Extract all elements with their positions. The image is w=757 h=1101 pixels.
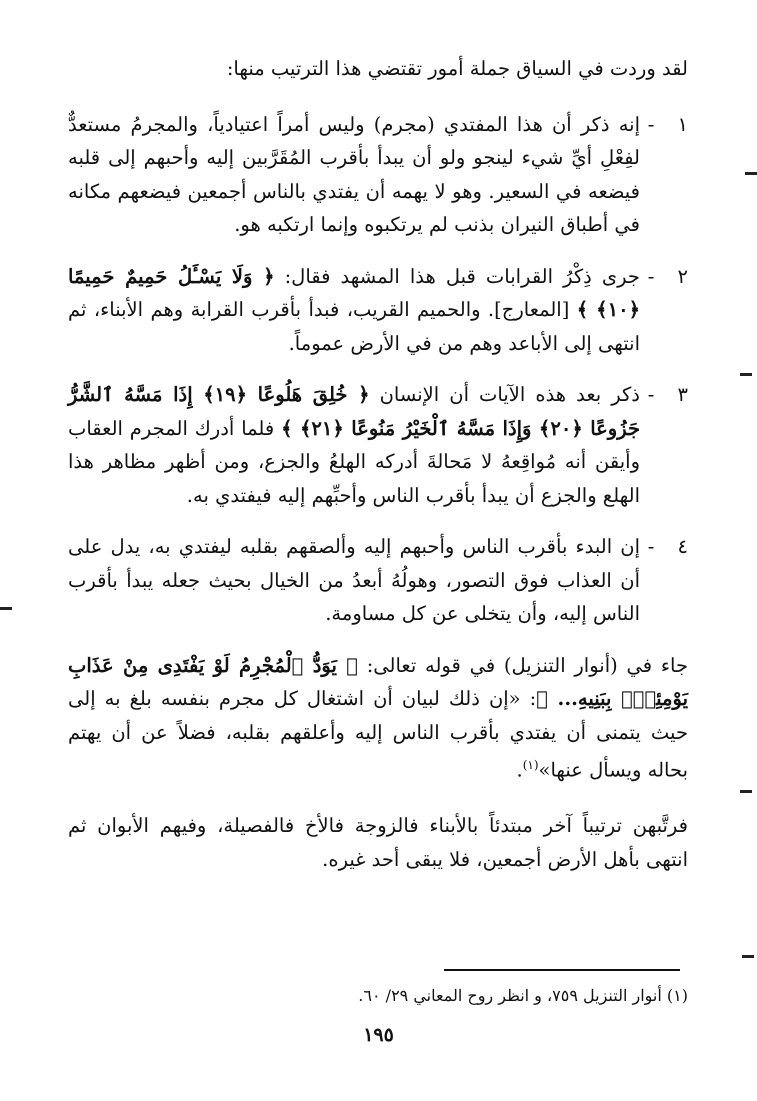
item-text: إن البدء بأقرب الناس وأحبهم إليه وألصقهم بقلبه ليفتدي به، يدل على أن العذاب فوق التصور، وهولُهُ أبعدُ من الخيال بحيث جعله يبدأ بأقرب الناس إليه، وأن يتخلى عن كل مساومة. bbox=[68, 535, 640, 625]
item-text-after: [المعارج]. والحميم القريب، فبدأ بأقرب القرابة وهم الأبناء، ثم انتهى إلى الأباعد وهم من في الأرض عموماً. bbox=[68, 298, 640, 355]
item-text bbox=[68, 378, 640, 512]
quote-paragraph bbox=[68, 649, 688, 788]
quote-end: . bbox=[516, 758, 523, 782]
margin-mark bbox=[742, 955, 754, 958]
footnote-reference: (١) bbox=[522, 758, 539, 772]
item-dash: - bbox=[647, 535, 655, 558]
item-number: ١ bbox=[677, 112, 688, 136]
margin-mark bbox=[0, 607, 12, 610]
list-item bbox=[68, 530, 688, 631]
footnote: (١) أنوار التنزيل ٧٥٩، و انظر روح المعاني ٢٩/ ٦٠. bbox=[358, 986, 688, 1005]
margin-mark bbox=[740, 790, 752, 793]
quran-verse: ﴿ يَوَدُّ ٱلْمُجْرِمُ لَوْ يَفْتَدِى مِنْ عَذَابِ يَوْمِئِذٍۭ بِبَنِيهِ... ﴾ bbox=[68, 653, 689, 710]
margin-mark bbox=[745, 172, 757, 175]
footnote-divider bbox=[444, 969, 680, 971]
main-text bbox=[68, 52, 688, 898]
quote-before: جاء في (أنوار التنزيل) في قوله تعالى: bbox=[357, 653, 688, 677]
intro-line: لقد وردت في السياق جملة أمور تقتضي هذا الترتيب منها: bbox=[226, 57, 688, 80]
item-text: إنه ذكر أن هذا المفتدي (مجرم) وليس أمراً اعتيادياً، والمجرمُ مستعدٌّ لفِعْلِ أيِّ شيء لينجو ولو أن يبدأ بأقرب المُقَرَّبين إليه وأحبهم إلى قلبه فيضعه في السعير. وهو لا يهمه أن يفتدي بالناس أجمعين فيضعهم مكانه في أطباق النيران بذنب لم يرتكبوه وإنما ارتكبه هو. bbox=[68, 112, 640, 236]
quran-verse: ﴿ وَلَا يَسْـَٔلُ حَمِيمٌ حَمِيمًا ﴿١٠﴾ ﴾ bbox=[68, 264, 640, 321]
item-number: ٢ bbox=[677, 264, 688, 288]
item-text-before: ذكر بعد هذه الآيات أن الإنسان bbox=[369, 383, 640, 406]
item-text bbox=[68, 260, 640, 361]
item-number: ٣ bbox=[677, 383, 688, 406]
item-dash: - bbox=[647, 383, 655, 406]
item-dash: - bbox=[647, 264, 655, 288]
page-number: ١٩٥ bbox=[363, 1024, 394, 1046]
item-text-after: فلما أدرك المجرم العقاب وأيقن أنه مُواقِعهُ لا مَحالةَ أدركه الهلعُ والجزع، ومن أظهر مظاهر هذا الهلع والجزع أن يبدأ بأقرب الناس وأحبِّهم إليه فيفتدي به. bbox=[68, 416, 640, 507]
item-text-before: جرى ذِكْرُ القرابات قبل هذا المشهد فقال: bbox=[274, 264, 640, 288]
quote-after: : «إن ذلك لبيان أن اشتغال كل مجرم بنفسه بلغ به إلى حيث يتمنى أن يفتدي بأقرب الناس إليه وأعلقهم بقلبه، فضلاً عن أن يهتم بحاله ويسأل عنها» bbox=[68, 687, 688, 782]
margin-mark bbox=[740, 373, 752, 376]
list-item bbox=[68, 108, 688, 242]
list-item bbox=[68, 378, 688, 512]
item-number: ٤ bbox=[677, 535, 688, 558]
final-paragraph: فرتَّبهن ترتيباً آخر مبتدئاً بالأبناء فالزوجة فالأخ فالفصيلة، وفيهم الأبوان ثم انتهى بأهل الأرض أجمعين، فلا يبقى أحد غيره. bbox=[68, 814, 688, 871]
quran-verse: ﴿ خُلِقَ هَلُوعًا ﴿١٩﴾ إِذَا مَسَّهُ ٱلشَّرُّ جَزُوعًا ﴿٢٠﴾ وَإِذَا مَسَّهُ ٱلْخَيْرُ مَنُوعًا ﴿٢١﴾ ﴾ bbox=[68, 383, 641, 440]
item-dash: - bbox=[647, 112, 655, 136]
list-item bbox=[68, 260, 688, 361]
